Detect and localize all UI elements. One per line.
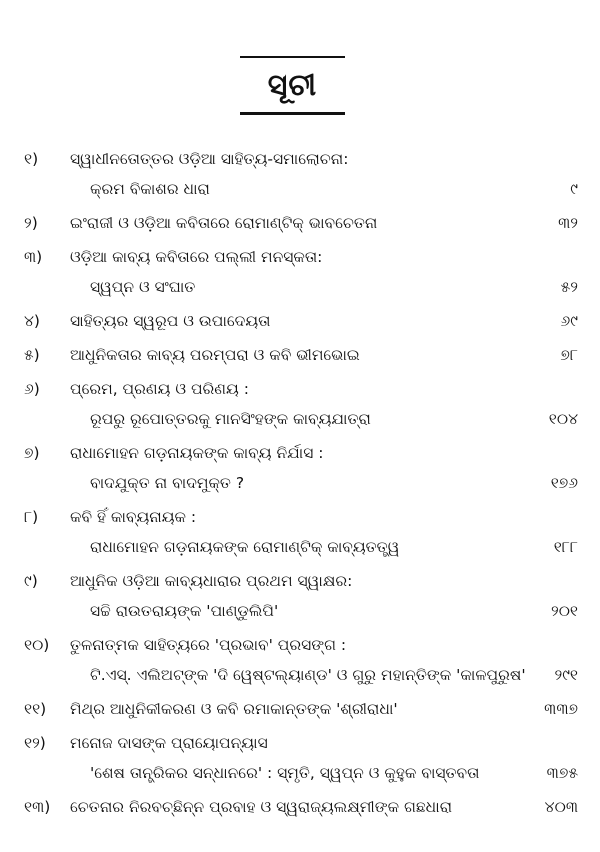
toc-entry-title: ମିଥ୍‌ର ଆଧୁନିକୀକରଣ ଓ କବି ରମାକାନ୍ତଙ୍କ 'ଶ୍ରୀରାଧା' [70,700,398,718]
toc-line [0,598,600,624]
toc-entry-title: ମନୋଜ ଦାସଙ୍କ ପ୍ରାୟୋପନ୍ୟାସ [70,734,268,752]
toc-line [0,244,600,270]
toc-entry-title: ଆଧୁନିକତାର କାବ୍ୟ ପରମ୍ପରା ଓ କବି ଭୀମଭୋଇ [70,346,360,364]
toc-line [0,534,600,560]
toc-line [0,406,600,432]
toc-page-number: ୫୨ [560,278,578,296]
toc-entry-number: ୨) [24,214,38,232]
toc-entry-title: ଟି.ଏସ୍. ଏଲିଅଟ୍‌ଙ୍କ 'ଦି ୱେଷ୍ଟଲ୍ୟାଣ୍ଡ' ଓ ଗୁରୁ ମହାନ୍ତିଙ୍କ 'କାଳପୁରୁଷ' [90,666,526,684]
toc-entry-title: ସ୍ୱାଧୀନତୋତ୍ତର ଓଡ଼ିଆ ସାହିତ୍ୟ-ସମାଲୋଚନା: [70,150,349,168]
toc-line [0,794,600,820]
toc-entry-number: ୧୨) [24,734,46,752]
toc-line [0,440,600,466]
toc-entry-title: କ୍ରମ ବିକାଶର ଧାରା [90,180,210,198]
toc-line [0,146,600,172]
toc-entry-title: ଓଡ଼ିଆ କାବ୍ୟ କବିତାରେ ପଲ୍ଲୀ ମନସ୍କତା: [70,248,323,266]
toc-page-number: ୬୯ [560,312,578,330]
toc-entry-number: ୧୧) [24,700,47,718]
toc-entry-number: ୮) [24,508,39,526]
toc-entry-number: ୧୩) [24,798,51,816]
toc-page-number: ୩୭୫ [546,764,578,782]
toc-line [0,342,600,368]
toc-line [0,376,600,402]
toc-entry-number: ୯) [24,572,38,590]
toc-page-number: ୨୦୧ [550,602,578,620]
toc-line [0,662,600,688]
toc-page-number: ୧୦୪ [548,410,578,428]
toc-entry-number: ୩) [24,248,43,266]
title-box [240,56,345,115]
toc-entry-number: ୬) [24,380,40,398]
toc-entry-title: ଇଂରାଜୀ ଓ ଓଡ଼ିଆ କବିତାରେ ରୋମାଣ୍ଟିକ୍ ଭାବଚେତନା [70,214,378,232]
toc-entry-number: ୧୦) [24,636,50,654]
toc-line [0,504,600,530]
toc-page-number: ୧୭୬ [550,474,578,492]
toc-line [0,210,600,236]
toc-entry-title: ଚେତନାର ନିରବଚ୍ଛିନ୍ନ ପ୍ରବାହ ଓ ସ୍ୱରାଜ୍ୟଲକ୍ଷ୍ମୀଙ୍କ ଗଛଧାରା [70,798,453,816]
toc-entry-title: ସଚ୍ଚି ରାଉତରାୟଙ୍କ 'ପାଣ୍ଡୁଲିପି' [90,602,279,620]
toc-entry-number: ୭) [24,444,40,462]
toc-entry-title: ସ୍ୱପ୍ନ ଓ ସଂଘାତ [90,278,196,296]
toc-page-number: ୩୨ [558,214,578,232]
toc-entry-title: କବି ହିଁ କାବ୍ୟନାୟକ : [70,508,197,526]
toc-line [0,470,600,496]
page-title: ସୂଚୀ [267,67,318,103]
toc-entry-title: ପ୍ରେମ, ପ୍ରଣୟ ଓ ପରିଣୟ : [70,380,249,398]
toc-page-number: ୩୩୭ [544,700,578,718]
toc-entry-number: ୧) [24,150,39,168]
toc-entry-title: ରୂପରୁ ରୂପୋତ୍ତରକୁ ମାନସିଂହଙ୍କ କାବ୍ୟଯାତ୍ରା [90,410,371,428]
toc-entry-title: ସାହିତ୍ୟର ସ୍ୱରୂପ ଓ ଉପାଦେୟତା [70,312,271,330]
toc-entry-title: ତୁଳନାତ୍ମକ ସାହିତ୍ୟରେ 'ପ୍ରଭାବ' ପ୍ରସଙ୍ଗ : [70,636,347,654]
toc-page-number: ୭୮ [560,346,578,364]
toc-line [0,308,600,334]
toc-entry-title: 'ଶେଷ ତାନ୍ତ୍ରିକର ସନ୍ଧାନରେ' : ସ୍ମୃତି, ସ୍ୱପ୍ନ ଓ କୁହୁକ ବାସ୍ତବତା [90,764,480,782]
toc-entry-title: ରାଧାମୋହନ ଗଡ଼ନାୟକଙ୍କ ରୋମାଣ୍ଟିକ୍ କାବ୍ୟତତ୍ତ୍ୱ [90,538,400,556]
toc-entry-title: ରାଧାମୋହନ ଗଡ଼ନାୟକଙ୍କ କାବ୍ୟ ନିର୍ଯାସ : [70,444,324,462]
toc-page-number: ୧୮୮ [553,538,578,556]
toc-line [0,696,600,722]
toc-page-number: ୯ [570,180,578,198]
toc-line [0,274,600,300]
toc-entry-number: ୫) [24,346,40,364]
toc-entry-title: ବାଦଯୁକ୍ତ ନା ବାଦମୁକ୍ତ ? [90,474,245,492]
toc-line [0,568,600,594]
toc-entry-number: ୪) [24,312,40,330]
toc-line [0,760,600,786]
toc-line [0,632,600,658]
toc-line [0,176,600,202]
toc-page-number: ୪୦୩ [544,798,578,816]
toc-line [0,730,600,756]
toc-entry-title: ଆଧୁନିକ ଓଡ଼ିଆ କାବ୍ୟଧାରାର ପ୍ରଥମ ସ୍ୱାକ୍ଷର: [70,572,353,590]
toc-page-number: ୨୯୧ [554,666,578,684]
